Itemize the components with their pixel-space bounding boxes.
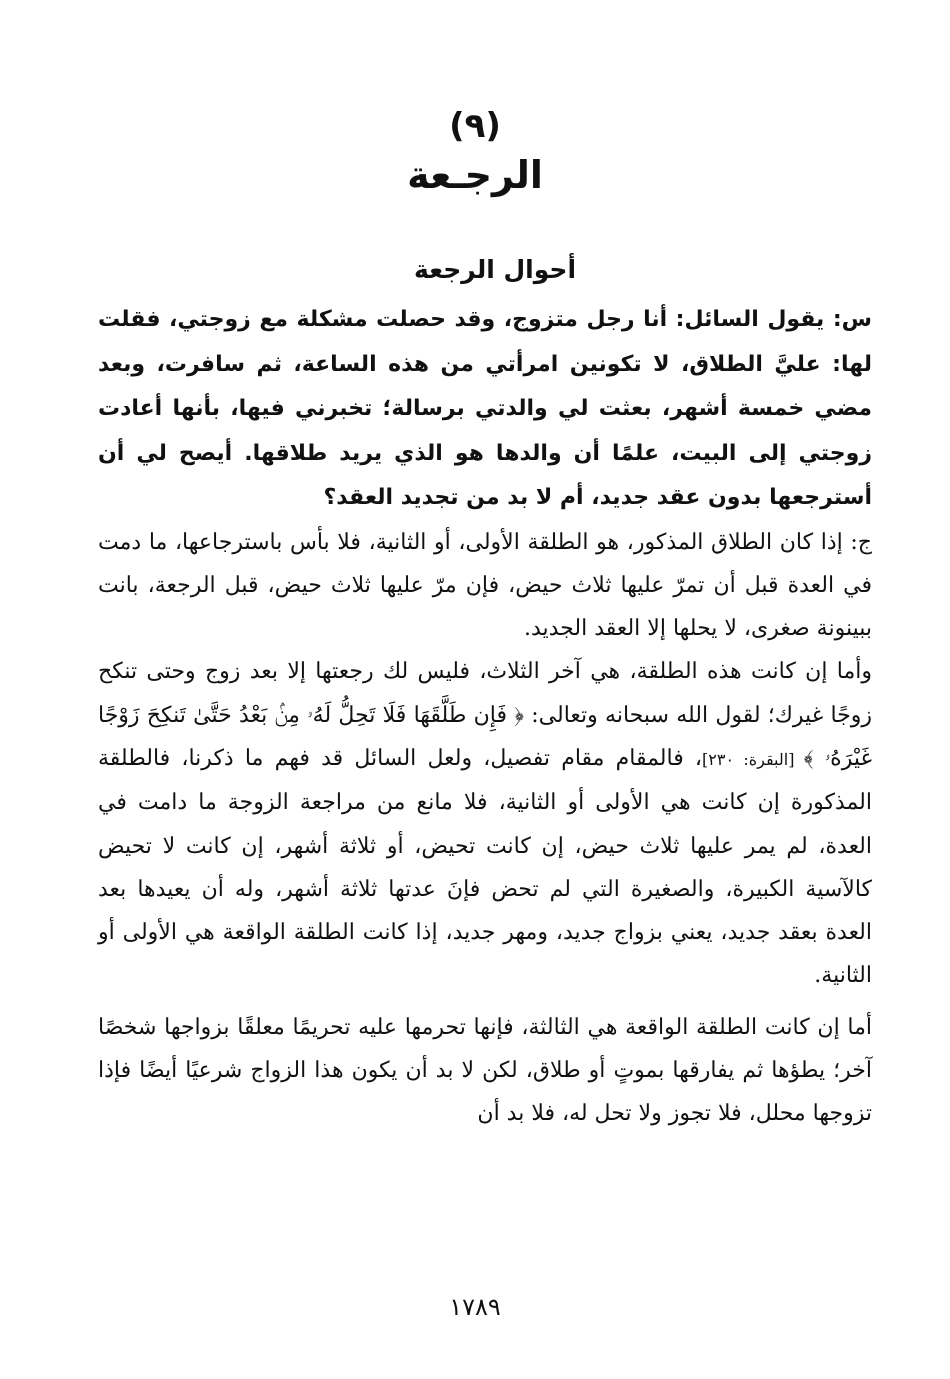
answer-paragraph-1: ج: إذا كان الطلاق المذكور، هو الطلقة الأولى، أو الثانية، فلا بأس باسترجاعها، ما دمت في العدة قبل أن تمرّ عليها ثلاث حيض، فإن مرّ عليها ثلاث حيض، قبل الرجعة، بانت ببينونة صغرى، لا يحلها إلا العقد الجديد. <box>98 529 872 642</box>
answer-paragraph-2 <box>98 650 872 997</box>
answer-text-before-verse: وأما إن كانت هذه الطلقة، هي آخر الثلاث، فليس لك رجعتها إلا بعد زوج وحتى تنكح زوجًا غيرك؛ لقول الله سبحانه وتعالى: <box>98 659 873 728</box>
chapter-title: الرجـعة <box>407 153 543 197</box>
page-number: ١٧٨٩ <box>449 1293 501 1321</box>
verse-citation: [البقرة: ٢٣٠] <box>702 749 804 769</box>
section-heading: أحوال الرجعة <box>413 255 577 284</box>
chapter-number: (٩) <box>449 106 501 146</box>
answer-text-after-verse: ، فالمقام مقام تفصيل، ولعل السائل قد فهم ما ذكرنا، فالطلقة المذكورة إن كانت هي الأولى أو الثانية، فلا مانع من مراجعة الزوجة ما دامت في العدة، لم يمر عليها ثلاث حيض، إن كانت تحيض، أو ثلاثة أشهر، إن كانت لا تحيض كالآسية الكبيرة، والصغيرة التي لم تحض فإنَ عدتها ثلاثة أشهر، وله أن يعيدها بعد العدة بعقد جديد، يعني بزواج جديد، ومهر جديد، إذا كانت الطلقة الواقعة هي الأولى أو الثانية. <box>98 745 872 989</box>
body-text <box>98 298 872 1136</box>
question-paragraph: س: يقول السائل: أنا رجل متزوج، وقد حصلت مشكلة مع زوجتي، فقلت لها: عليَّ الطلاق، لا تكونين امرأتي من هذه الساعة، ثم سافرت، وبعد مضي خمسة أشهر، بعثت لي والدتي برسالة؛ تخبرني فيها، بأنها أعادت زوجتي إلى البيت، علمًا أن والدها هو الذي يريد طلاقها. أيصح لي أن أسترجعها بدون عقد جديد، أم لا بد من تجديد العقد؟ <box>98 307 872 510</box>
quran-verse: ﴿ فَإِن طَلَّقَهَا فَلَا تَحِلُّ لَهُۥ مِنۢ بَعْدُ حَتَّىٰ تَنكِحَ زَوْجًا غَيْرَهُۥ ﴾ <box>98 702 872 771</box>
answer-paragraph-3: أما إن كانت الطلقة الواقعة هي الثالثة، فإنها تحرمها عليه تحريمًا معلقًا بزواجها شخصًا آخر؛ يطؤها ثم يفارقها بموتٍ أو طلاق، لكن لا بد أن يكون هذا الزواج شرعيًا أيضًا فإذا تزوجها محلل، فلا تجوز ولا تحل له، فلا بد أن <box>98 1014 872 1127</box>
